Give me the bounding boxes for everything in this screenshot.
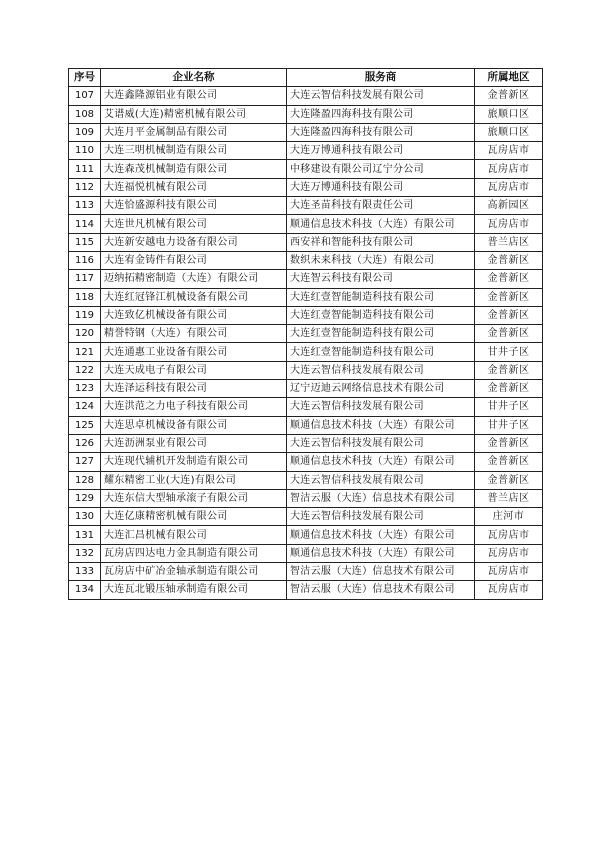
cell-index: 119	[69, 306, 101, 324]
table-row	[69, 361, 543, 379]
cell-service-provider: 大连云智信科技发展有限公司	[287, 398, 475, 416]
cell-index: 122	[69, 361, 101, 379]
table-row	[69, 380, 543, 398]
cell-service-provider: 大连云智信科技发展有限公司	[287, 508, 475, 526]
cell-service-provider: 大连红壹智能制造科技有限公司	[287, 325, 475, 343]
cell-service-provider: 顺通信息技术科技（大连）有限公司	[287, 416, 475, 434]
cell-service-provider: 智洁云服（大连）信息技术有限公司	[287, 581, 475, 599]
table-row	[69, 288, 543, 306]
table-body	[69, 87, 543, 599]
cell-service-provider: 顺通信息技术科技（大连）有限公司	[287, 544, 475, 562]
cell-region: 瓦房店市	[475, 563, 543, 581]
cell-service-provider: 数织未来科技（大连）有限公司	[287, 251, 475, 269]
cell-index: 125	[69, 416, 101, 434]
table-row	[69, 398, 543, 416]
cell-index: 131	[69, 526, 101, 544]
header-index: 序号	[69, 69, 101, 87]
cell-region: 金普新区	[475, 288, 543, 306]
cell-company-name: 大连红冠锋江机械设备有限公司	[101, 288, 287, 306]
cell-index: 129	[69, 489, 101, 507]
header-company-name: 企业名称	[101, 69, 287, 87]
cell-region: 高新园区	[475, 197, 543, 215]
cell-company-name: 大连森茂机械制造有限公司	[101, 160, 287, 178]
cell-service-provider: 大连云智信科技发展有限公司	[287, 361, 475, 379]
cell-company-name: 大连世凡机械有限公司	[101, 215, 287, 233]
table-row	[69, 508, 543, 526]
cell-service-provider: 大连圣苗科技有限责任公司	[287, 197, 475, 215]
table-row	[69, 251, 543, 269]
cell-region: 旅顺口区	[475, 105, 543, 123]
cell-region: 甘井子区	[475, 343, 543, 361]
cell-region: 金普新区	[475, 453, 543, 471]
table-row	[69, 215, 543, 233]
cell-company-name: 大连致亿机械设备有限公司	[101, 306, 287, 324]
table-row	[69, 471, 543, 489]
table-header	[69, 69, 543, 87]
cell-region: 甘井子区	[475, 416, 543, 434]
cell-service-provider: 大连万博通科技有限公司	[287, 178, 475, 196]
cell-index: 116	[69, 251, 101, 269]
cell-region: 金普新区	[475, 434, 543, 452]
cell-company-name: 艾谱威(大连)精密机械有限公司	[101, 105, 287, 123]
cell-service-provider: 大连隆盈四海科技有限公司	[287, 105, 475, 123]
cell-company-name: 大连新安越电力设备有限公司	[101, 233, 287, 251]
cell-service-provider: 大连万博通科技有限公司	[287, 142, 475, 160]
cell-index: 118	[69, 288, 101, 306]
cell-service-provider: 顺通信息技术科技（大连）有限公司	[287, 453, 475, 471]
cell-region: 瓦房店市	[475, 544, 543, 562]
table-row	[69, 87, 543, 105]
table-row	[69, 434, 543, 452]
cell-company-name: 大连月平金属制品有限公司	[101, 123, 287, 141]
cell-company-name: 大连天成电子有限公司	[101, 361, 287, 379]
cell-company-name: 大连沥洲泵业有限公司	[101, 434, 287, 452]
cell-region: 金普新区	[475, 251, 543, 269]
table-row	[69, 233, 543, 251]
cell-region: 瓦房店市	[475, 215, 543, 233]
cell-index: 112	[69, 178, 101, 196]
cell-index: 117	[69, 270, 101, 288]
cell-company-name: 大连思卓机械设备有限公司	[101, 416, 287, 434]
cell-region: 普兰店区	[475, 489, 543, 507]
cell-region: 瓦房店市	[475, 178, 543, 196]
table-row	[69, 306, 543, 324]
cell-service-provider: 大连红壹智能制造科技有限公司	[287, 288, 475, 306]
cell-region: 金普新区	[475, 471, 543, 489]
table-row	[69, 581, 543, 599]
table-row	[69, 489, 543, 507]
cell-company-name: 大连洪范之力电子科技有限公司	[101, 398, 287, 416]
cell-region: 瓦房店市	[475, 142, 543, 160]
cell-service-provider: 智洁云服（大连）信息技术有限公司	[287, 563, 475, 581]
cell-index: 132	[69, 544, 101, 562]
cell-index: 115	[69, 233, 101, 251]
cell-service-provider: 顺通信息技术科技（大连）有限公司	[287, 215, 475, 233]
cell-service-provider: 中移建设有限公司辽宁分公司	[287, 160, 475, 178]
table-row	[69, 105, 543, 123]
cell-region: 金普新区	[475, 380, 543, 398]
table-row	[69, 544, 543, 562]
cell-company-name: 大连三明机械制造有限公司	[101, 142, 287, 160]
cell-index: 130	[69, 508, 101, 526]
cell-company-name: 大连现代辅机开发制造有限公司	[101, 453, 287, 471]
cell-index: 127	[69, 453, 101, 471]
cell-index: 108	[69, 105, 101, 123]
table-row	[69, 343, 543, 361]
cell-index: 121	[69, 343, 101, 361]
cell-region: 庄河市	[475, 508, 543, 526]
cell-service-provider: 大连红壹智能制造科技有限公司	[287, 343, 475, 361]
cell-region: 金普新区	[475, 270, 543, 288]
cell-company-name: 精誉特钢（大连）有限公司	[101, 325, 287, 343]
cell-index: 133	[69, 563, 101, 581]
cell-index: 126	[69, 434, 101, 452]
cell-company-name: 大连福悦机械有限公司	[101, 178, 287, 196]
cell-region: 瓦房店市	[475, 160, 543, 178]
table-row	[69, 270, 543, 288]
cell-index: 111	[69, 160, 101, 178]
cell-index: 120	[69, 325, 101, 343]
table-row	[69, 178, 543, 196]
cell-region: 金普新区	[475, 325, 543, 343]
enterprise-table	[68, 68, 543, 600]
cell-company-name: 大连恰盛源科技有限公司	[101, 197, 287, 215]
header-region: 所属地区	[475, 69, 543, 87]
cell-company-name: 大连宥金铸件有限公司	[101, 251, 287, 269]
cell-service-provider: 辽宁迈迪云网络信息技术有限公司	[287, 380, 475, 398]
table-row	[69, 123, 543, 141]
table-row	[69, 142, 543, 160]
cell-region: 金普新区	[475, 87, 543, 105]
cell-index: 109	[69, 123, 101, 141]
cell-index: 134	[69, 581, 101, 599]
cell-region: 旅顺口区	[475, 123, 543, 141]
cell-index: 123	[69, 380, 101, 398]
cell-company-name: 大连亿康精密机械有限公司	[101, 508, 287, 526]
cell-company-name: 大连鑫隆源铝业有限公司	[101, 87, 287, 105]
cell-region: 金普新区	[475, 306, 543, 324]
cell-service-provider: 顺通信息技术科技（大连）有限公司	[287, 526, 475, 544]
cell-company-name: 瓦房店中矿冶金轴承制造有限公司	[101, 563, 287, 581]
table-row	[69, 453, 543, 471]
header-row	[69, 69, 543, 87]
table-row	[69, 325, 543, 343]
table-row	[69, 563, 543, 581]
cell-company-name: 耀东精密工业(大连)有限公司	[101, 471, 287, 489]
cell-company-name: 大连通惠工业设备有限公司	[101, 343, 287, 361]
cell-service-provider: 大连云智信科技发展有限公司	[287, 434, 475, 452]
cell-company-name: 大连东信大型轴承滚子有限公司	[101, 489, 287, 507]
table-row	[69, 416, 543, 434]
cell-region: 瓦房店市	[475, 581, 543, 599]
table-row	[69, 160, 543, 178]
cell-index: 107	[69, 87, 101, 105]
cell-service-provider: 大连隆盈四海科技有限公司	[287, 123, 475, 141]
cell-index: 113	[69, 197, 101, 215]
cell-service-provider: 大连红壹智能制造科技有限公司	[287, 306, 475, 324]
cell-company-name: 大连瓦北锻压轴承制造有限公司	[101, 581, 287, 599]
cell-service-provider: 大连云智信科技发展有限公司	[287, 87, 475, 105]
cell-service-provider: 智洁云服（大连）信息技术有限公司	[287, 489, 475, 507]
table-row	[69, 197, 543, 215]
cell-index: 128	[69, 471, 101, 489]
cell-service-provider: 大连智云科技有限公司	[287, 270, 475, 288]
cell-company-name: 迈纳拓精密制造（大连）有限公司	[101, 270, 287, 288]
cell-index: 110	[69, 142, 101, 160]
cell-region: 甘井子区	[475, 398, 543, 416]
cell-service-provider: 西安祥和智能科技有限公司	[287, 233, 475, 251]
cell-company-name: 大连泽运科技有限公司	[101, 380, 287, 398]
cell-company-name: 瓦房店四达电力金具制造有限公司	[101, 544, 287, 562]
cell-index: 124	[69, 398, 101, 416]
cell-region: 瓦房店市	[475, 526, 543, 544]
table-row	[69, 526, 543, 544]
cell-company-name: 大连汇昌机械有限公司	[101, 526, 287, 544]
cell-region: 金普新区	[475, 361, 543, 379]
cell-index: 114	[69, 215, 101, 233]
header-service-provider: 服务商	[287, 69, 475, 87]
cell-region: 普兰店区	[475, 233, 543, 251]
cell-service-provider: 大连云智信科技发展有限公司	[287, 471, 475, 489]
